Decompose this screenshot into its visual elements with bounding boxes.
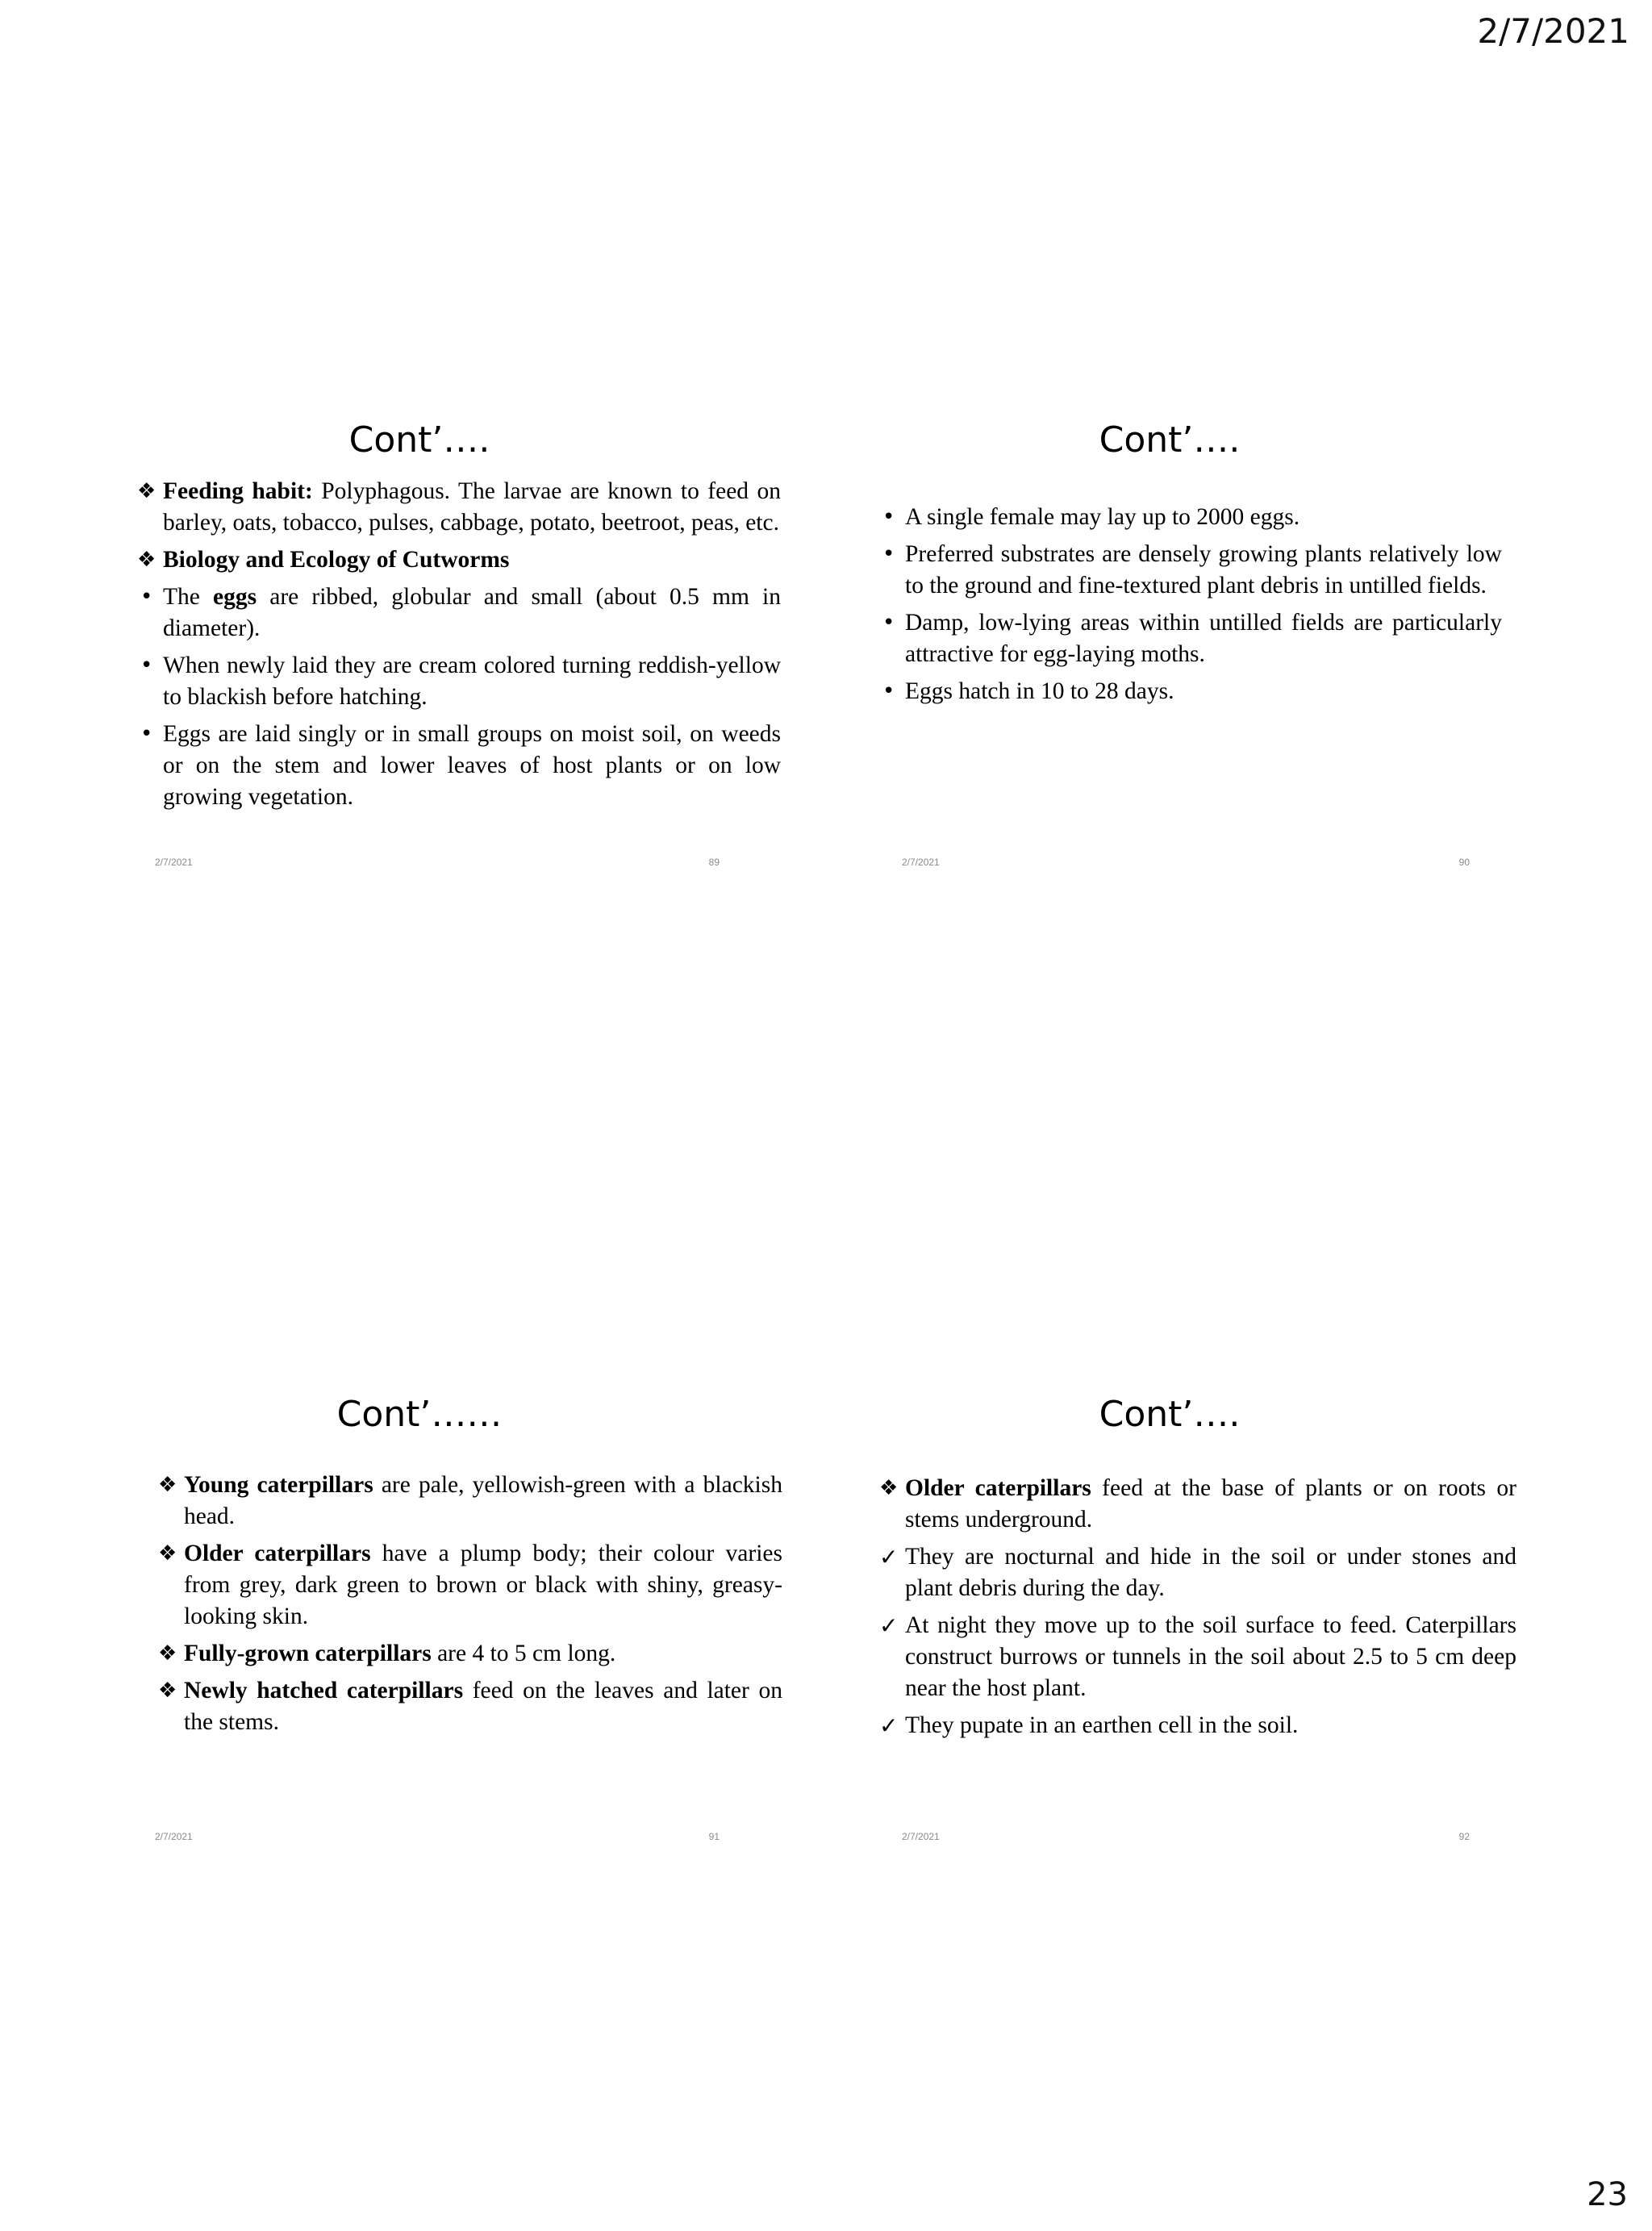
item-bold-text: eggs bbox=[213, 584, 257, 610]
slide-91 bbox=[129, 1386, 782, 1842]
item-bold-text: Feeding habit: bbox=[163, 478, 313, 504]
list-item bbox=[879, 1473, 1516, 1536]
item-text: When newly laid they are cream colored turning reddish-yellow to blackish before hatching. bbox=[163, 653, 781, 710]
item-text: feed on the leaves and later on the stems. bbox=[184, 1678, 782, 1735]
list-item bbox=[158, 1538, 782, 1633]
item-bold-text: Young caterpillars bbox=[184, 1472, 373, 1498]
slide-92 bbox=[879, 1386, 1525, 1842]
diamond-bullet-icon: ❖ bbox=[137, 479, 156, 503]
slide-body bbox=[158, 1470, 782, 1744]
item-text: are ribbed, globular and small (about 0.5 mm in diameter). bbox=[163, 584, 781, 641]
checkmark-bullet-icon: ✓ bbox=[879, 1544, 899, 1570]
dot-bullet-icon: • bbox=[882, 611, 895, 635]
item-text: are pale, yellowish-green with a blackish head. bbox=[184, 1472, 782, 1529]
item-text: are 4 to 5 cm long. bbox=[431, 1641, 616, 1666]
item-text: Eggs are laid singly or in small groups on moist soil, on weeds or on the stem and lower leaves of host plants or on low growing vegetation. bbox=[163, 721, 781, 810]
list-item bbox=[158, 1675, 782, 1738]
list-item bbox=[879, 607, 1502, 670]
list-item bbox=[137, 719, 781, 813]
slide-title: Cont’…. bbox=[1099, 1394, 1241, 1435]
item-text: Preferred substrates are densely growing plants relatively low to the ground and fine-textured plant debris in untilled fields. bbox=[905, 541, 1502, 598]
diamond-bullet-icon: ❖ bbox=[158, 1473, 177, 1497]
diamond-bullet-icon: ❖ bbox=[158, 1541, 177, 1566]
list-item bbox=[879, 502, 1502, 533]
item-bold-text: Biology and Ecology of Cutworms bbox=[163, 547, 510, 573]
item-bold-text: Older caterpillars bbox=[905, 1475, 1091, 1501]
footer-date: 2/7/2021 bbox=[902, 1831, 940, 1842]
item-text: feed at the base of plants or on roots or stems underground. bbox=[905, 1475, 1516, 1533]
footer-page-number: 92 bbox=[1458, 1831, 1470, 1842]
item-text: They are nocturnal and hide in the soil or under stones and plant debris during the day. bbox=[905, 1544, 1516, 1601]
footer-page-number: 91 bbox=[708, 1831, 720, 1842]
list-item bbox=[879, 1710, 1516, 1741]
list-item bbox=[137, 582, 781, 644]
item-text: A single female may lay up to 2000 eggs. bbox=[905, 504, 1300, 530]
footer-page-number: 90 bbox=[1458, 857, 1470, 868]
slide-title: Cont’…. bbox=[348, 419, 490, 461]
diamond-bullet-icon: ❖ bbox=[879, 1476, 899, 1500]
item-bold-text: Older caterpillars bbox=[184, 1541, 371, 1566]
list-item bbox=[137, 476, 781, 539]
item-text: have a plump body; their colour varies from grey, dark green to brown or black with shiny, greasy-looking skin. bbox=[184, 1541, 782, 1629]
list-item bbox=[158, 1638, 782, 1670]
page-date: 2/7/2021 bbox=[1477, 11, 1629, 51]
slide-body bbox=[137, 476, 781, 819]
item-text: Polyphagous. The larvae are known to feed on barley, oats, tobacco, pulses, cabbage, potato, beetroot, peas, etc. bbox=[163, 478, 781, 536]
dot-bullet-icon: • bbox=[882, 679, 895, 703]
item-text: Damp, low-lying areas within untilled fields are particularly attractive for egg-laying moths. bbox=[905, 610, 1502, 667]
dot-bullet-icon: • bbox=[140, 585, 153, 609]
footer-date: 2/7/2021 bbox=[155, 857, 193, 868]
slide-90 bbox=[879, 411, 1525, 868]
footer-date: 2/7/2021 bbox=[902, 857, 940, 868]
slide-title: Cont’…… bbox=[336, 1394, 503, 1435]
list-item bbox=[879, 1610, 1516, 1704]
dot-bullet-icon: • bbox=[882, 542, 895, 566]
dot-bullet-icon: • bbox=[140, 653, 153, 678]
dot-bullet-icon: • bbox=[140, 722, 153, 746]
footer-date: 2/7/2021 bbox=[155, 1831, 193, 1842]
page-number: 23 bbox=[1587, 2176, 1628, 2213]
checkmark-bullet-icon: ✓ bbox=[879, 1612, 899, 1639]
list-item bbox=[137, 650, 781, 713]
slide-body bbox=[879, 502, 1502, 713]
slide-title: Cont’…. bbox=[1099, 419, 1241, 461]
item-text: They pupate in an earthen cell in the soil. bbox=[905, 1712, 1299, 1738]
list-item bbox=[879, 539, 1502, 602]
dot-bullet-icon: • bbox=[882, 505, 895, 529]
item-text: At night they move up to the soil surface to feed. Caterpillars construct burrows or tunnels in the soil about 2.5 to 5 cm deep near the host plant. bbox=[905, 1612, 1516, 1701]
list-item bbox=[879, 1541, 1516, 1604]
diamond-bullet-icon: ❖ bbox=[158, 1641, 177, 1666]
item-text: Eggs hatch in 10 to 28 days. bbox=[905, 678, 1174, 704]
list-item bbox=[137, 544, 781, 576]
footer-page-number: 89 bbox=[708, 857, 720, 868]
diamond-bullet-icon: ❖ bbox=[158, 1678, 177, 1703]
diamond-bullet-icon: ❖ bbox=[137, 548, 156, 572]
item-bold-text: Newly hatched caterpillars bbox=[184, 1678, 464, 1703]
slide-body bbox=[879, 1473, 1516, 1747]
slide-89 bbox=[129, 411, 781, 868]
item-bold-text: Fully-grown caterpillars bbox=[184, 1641, 432, 1666]
checkmark-bullet-icon: ✓ bbox=[879, 1712, 899, 1739]
list-item bbox=[158, 1470, 782, 1533]
item-text: The bbox=[163, 584, 214, 610]
list-item bbox=[879, 676, 1502, 707]
